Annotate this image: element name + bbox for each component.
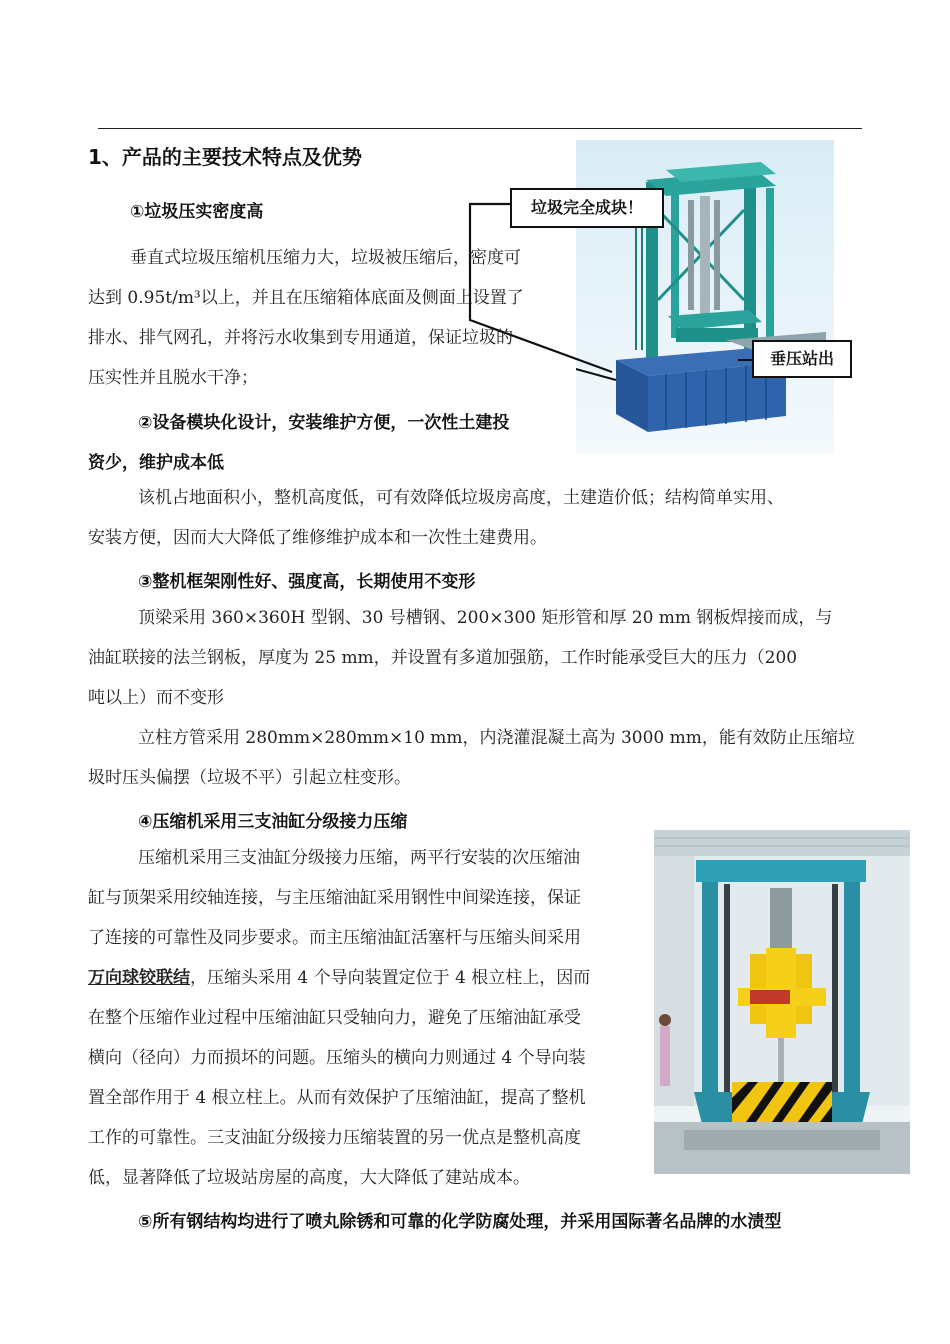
- para5-line8: 工作的可靠性。三支油缸分级接力压缩装置的另一优点是整机高度: [88, 1128, 581, 1148]
- section-heading: 1、产品的主要技术特点及优势: [88, 145, 362, 169]
- para5-line2: 缸与顶架采用绞轴连接，与主压缩油缸采用钢性中间梁连接，保证: [88, 888, 581, 908]
- para5-line7: 置全部作用于 4 根立柱上。从而有效保护了压缩油缸，提高了整机: [88, 1088, 586, 1108]
- para5-line9: 低，显著降低了垃圾站房屋的高度，大大降低了建站成本。: [88, 1168, 530, 1188]
- feature-3-title: ③整机框架刚性好、强度高，长期使用不变形: [138, 572, 476, 592]
- para3-line2: 油缸联接的法兰钢板，厚度为 25 mm，并设置有多道加强筋，工作时能承受巨大的压力（200: [88, 648, 798, 668]
- para5-line4-rest: ，压缩头采用 4 个导向装置定位于 4 根立柱上，因而: [190, 968, 591, 988]
- feature-2-title-line1: ②设备模块化设计，安装维护方便，一次性土建投: [138, 413, 510, 433]
- para5-line5: 在整个压缩作业过程中压缩油缸只受轴向力，避免了压缩油缸承受: [88, 1008, 581, 1028]
- para2-line2: 安装方便，因而大大降低了维修维护成本和一次性土建费用。: [88, 528, 547, 548]
- para2-line1: 该机占地面积小，整机高度低，可有效降低垃圾房高度，土建造价低；结构简单实用、: [138, 488, 784, 508]
- para5-line6: 横向（径向）力而损坏的问题。压缩头的横向力则通过 4 个导向装: [88, 1048, 586, 1068]
- para3-line3: 吨以上）而不变形: [88, 688, 224, 708]
- feature-1-title: ①垃圾压实密度高: [130, 202, 264, 222]
- callout-station: 垂压站出: [752, 340, 852, 378]
- callout-leader-lines: [0, 0, 950, 460]
- feature-2-title-line2: 资少，维护成本低: [88, 453, 224, 473]
- callout-compacted-block: 垃圾完全成块！: [510, 188, 664, 228]
- compactor-photo-image: [654, 830, 910, 1174]
- para4-line2: 圾时压头偏摆（垃圾不平）引起立柱变形。: [88, 768, 411, 788]
- para3-line1: 顶梁采用 360×360H 型钢、30 号槽钢、200×300 矩形管和厚 20 mm 钢板焊接而成，与: [138, 608, 833, 628]
- feature-4-title: ④压缩机采用三支油缸分级接力压缩: [138, 812, 408, 832]
- feature-5-title: ⑤所有钢结构均进行了喷丸除锈和可靠的化学防腐处理，并采用国际著名品牌的水渍型: [138, 1212, 782, 1232]
- para5-line3: 了连接的可靠性及同步要求。而主压缩油缸活塞杆与压缩头间采用: [88, 928, 581, 948]
- para5-line1: 压缩机采用三支油缸分级接力压缩，两平行安装的次压缩油: [138, 848, 580, 868]
- para1-line4: 压实性并且脱水干净；: [88, 368, 258, 388]
- para4-line1: 立柱方管采用 280mm×280mm×10 mm，内浇灌混凝土高为 3000 mm，能有效防止压缩垃: [138, 728, 855, 748]
- para1-line3: 排水、排气网孔，并将污水收集到专用通道，保证垃圾的: [88, 328, 513, 348]
- para1-line2: 达到 0.95t/m³以上，并且在压缩箱体底面及侧面上设置了: [88, 288, 524, 308]
- emphasis-ball-joint: 万向球铰联结: [88, 968, 190, 988]
- para1-line1: 垂直式垃圾压缩机压缩力大，垃圾被压缩后，密度可: [130, 248, 521, 268]
- para5-line4: [88, 958, 590, 998]
